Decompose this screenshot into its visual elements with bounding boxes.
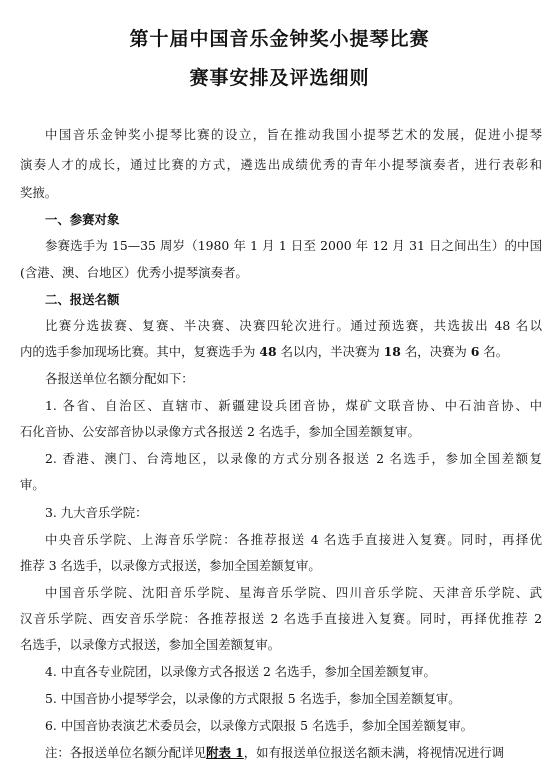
section-text: 参赛选手为 15—35 周岁（1980 年 1 月 1 日至 2000 年 12 月 31 日之间出生）的中国 xyxy=(45,238,542,253)
document-title: 第十届中国音乐金钟奖小提琴比赛 xyxy=(129,28,430,50)
list-subitem: 推荐 3 名选手，以录像方式报送，参加全国差额复审。 xyxy=(20,558,321,573)
list-item: 1. 各省、自治区、直辖市、新疆建设兵团音协，煤矿文联音协、中石油音协、中 xyxy=(45,398,542,413)
list-item: 2. 香港、澳门、台湾地区，以录像的方式分别各报送 2 名选手，参加全国差额复 xyxy=(45,451,542,466)
list-item: 石化音协、公安部音协以录像方式各报送 2 名选手，参加全国差额复审。 xyxy=(20,424,420,439)
section-text xyxy=(20,344,542,360)
list-item: 3. 九大音乐学院： xyxy=(45,505,148,520)
text-run: 内的选手参加现场比赛。其中，复赛选手为 xyxy=(20,344,260,359)
count-value: 6 xyxy=(470,344,480,359)
list-subitem: 中央音乐学院、上海音乐学院：各推荐报送 4 名选手直接进入复赛。同时，再择优 xyxy=(45,532,542,547)
text-run: 名以内，半决赛为 xyxy=(276,344,384,359)
document-subtitle: 赛事安排及评选细则 xyxy=(189,67,370,89)
list-subitem: 名选手，以录像方式报送，参加全国差额复审。 xyxy=(20,637,281,652)
count-value: 48 xyxy=(259,344,277,359)
text-run: 名，决赛为 xyxy=(400,344,471,359)
text-run: 注：各报送单位名额分配详见 xyxy=(45,745,207,760)
text-run: 名。 xyxy=(479,344,509,359)
list-item: 6. 中国音协表演艺术委员会，以录像方式限报 5 名选手，参加全国差额复审。 xyxy=(45,718,474,733)
section-heading-quota: 二、报送名额 xyxy=(45,292,120,307)
count-value: 18 xyxy=(383,344,401,359)
text-run: ，如有报送单位报送名额未满，将视情况进行调 xyxy=(243,745,504,760)
section-text: 比赛分选拔赛、复赛、半决赛、决赛四轮次进行。通过预选赛，共选拔出 48 名以 xyxy=(45,318,542,333)
note-line xyxy=(20,745,542,761)
list-subitem: 汉音乐学院、西安音乐学院：各推荐报送 2 名选手直接进入复赛。同时，再择优推荐 2 xyxy=(20,611,542,626)
section-text: (含港、澳、台地区）优秀小提琴演奏者。 xyxy=(20,265,248,280)
list-item: 4. 中直各专业院团，以录像方式各报送 2 名选手，参加全国差额复审。 xyxy=(45,664,436,679)
list-subitem: 中国音乐学院、沈阳音乐学院、星海音乐学院、四川音乐学院、天津音乐学院、武 xyxy=(45,585,542,600)
list-item: 5. 中国音协小提琴学会，以录像的方式限报 5 名选手，参加全国差额复审。 xyxy=(45,691,461,706)
list-item: 审。 xyxy=(20,477,45,492)
intro-line: 中国音乐金钟奖小提琴比赛的设立，旨在推动我国小提琴艺术的发展，促进小提琴 xyxy=(45,127,542,142)
appendix-reference: 附表 1 xyxy=(206,745,244,760)
section-text: 各报送单位名额分配如下： xyxy=(45,371,194,386)
section-heading-participants: 一、参赛对象 xyxy=(45,212,120,227)
intro-line: 奖掖。 xyxy=(20,185,58,200)
intro-line: 演奏人才的成长，通过比赛的方式，遴选出成绩优秀的青年小提琴演奏者，进行表彰和 xyxy=(20,157,542,172)
